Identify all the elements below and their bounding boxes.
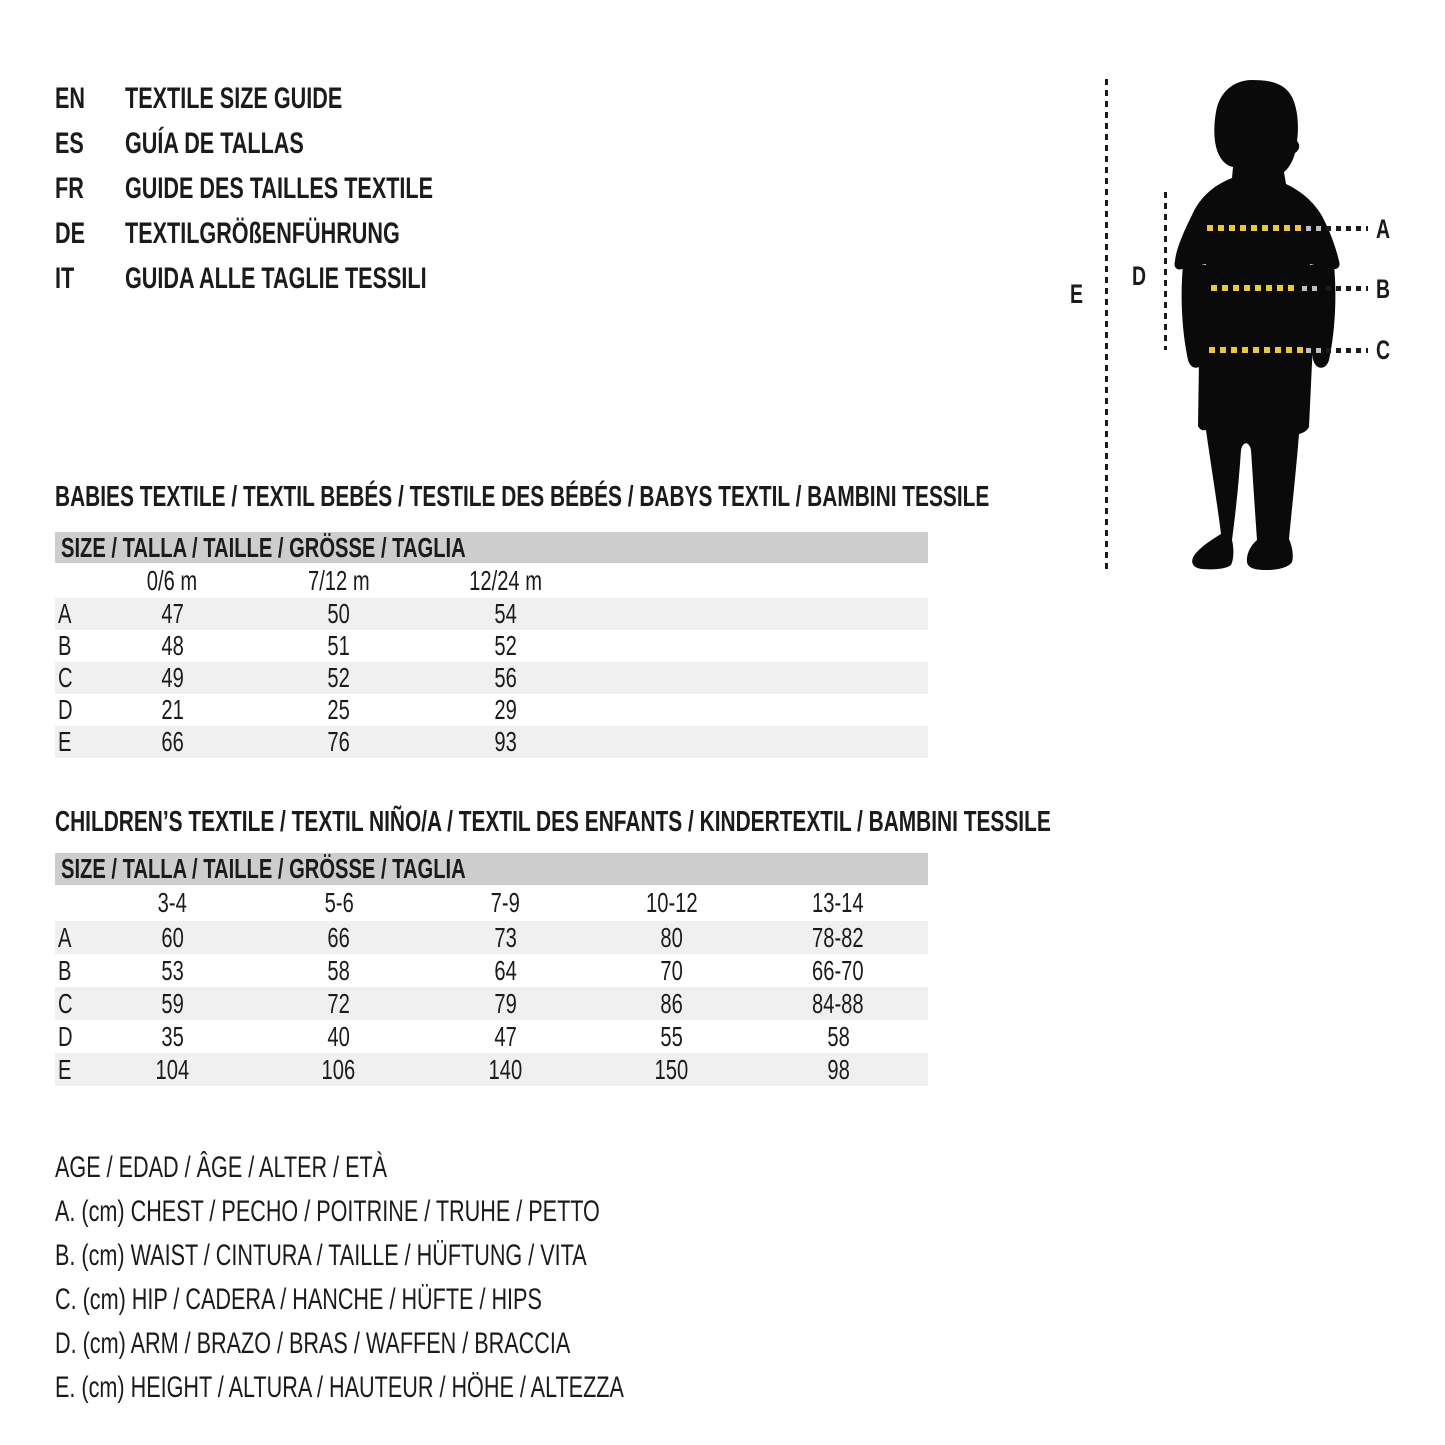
children-section-title: CHILDREN’S TEXTILE / TEXTIL NIÑO/A / TEXTIL DES ENFANTS / KINDERTEXTIL / BAMBINI TESSILE [55,806,1051,838]
children-col-header: 3-4 [157,887,187,918]
language-header [55,76,553,301]
guide-title-it: GUIDA ALLE TAGLIE TESSILI [125,261,427,295]
language-code: DE [55,216,86,250]
table-row: B 53 58 64 70 66-70 [58,954,865,986]
language-row-it [55,256,553,301]
babies-column-header-row [55,563,928,598]
measurement-legend [55,1146,845,1410]
measure-label-d: D [1132,261,1147,291]
guide-title-fr: GUIDE DES TAILLES TEXTILE [125,171,434,205]
legend-chest: A. (cm) CHEST / PECHO / POITRINE / TRUHE / PETTO [55,1195,600,1228]
guide-title-es: GUÍA DE TALLAS [125,126,304,160]
legend-age: AGE / EDAD / ÂGE / ALTER / ETÀ [55,1151,388,1184]
chest-line-a-fade [1306,226,1322,231]
waist-line-b-black [1326,286,1368,291]
hip-line-c-fade [1306,348,1322,353]
language-code: EN [55,81,86,115]
chest-line-a-yellow [1207,225,1302,231]
babies-col-header: 12/24 m [468,564,542,596]
language-row-en [55,76,553,121]
measure-label-e: E [1070,279,1083,309]
waist-line-b-fade [1302,286,1318,291]
children-col-header: 7-9 [490,887,520,918]
legend-hip: C. (cm) HIP / CADERA / HANCHE / HÜFTE / HIPS [55,1283,542,1316]
table-row: A 47 50 54 [55,598,928,630]
babies-section-title: BABIES TEXTILE / TEXTIL BEBÉS / TESTILE DES BÉBÉS / BABYS TEXTIL / BAMBINI TESSILE [55,481,990,513]
measure-label-b: B [1376,274,1391,304]
language-row-es [55,121,553,166]
hip-line-c-black [1326,348,1368,353]
children-col-header: 13-14 [812,887,865,918]
guide-title-en: TEXTILE SIZE GUIDE [125,81,343,115]
language-row-de [55,211,553,256]
waist-line-b-yellow [1211,285,1299,291]
table-row: D 21 25 29 [58,694,517,725]
measure-label-c: C [1376,335,1391,365]
children-column-header-row [55,885,928,921]
babies-size-header-bar: SIZE / TALLA / TAILLE / GRÖSSE / TAGLIA [55,532,928,563]
table-row: C 59 72 79 86 84-88 [55,987,928,1020]
table-row: A 60 66 73 80 78-82 [55,921,928,954]
table-row: B 48 51 52 [58,630,517,661]
legend-arm: D. (cm) ARM / BRAZO / BRAS / WAFFEN / BRACCIA [55,1327,571,1360]
babies-size-table [55,532,928,758]
language-row-fr [55,166,553,211]
table-row: E 66 76 93 [55,726,928,758]
chest-line-a-black [1326,226,1368,231]
measure-label-a: A [1376,214,1391,244]
legend-height: E. (cm) HEIGHT / ALTURA / HAUTEUR / HÖHE / ALTEZZA [55,1371,624,1404]
table-row: E 104 106 140 150 98 [55,1053,928,1086]
table-row: C 49 52 56 [55,662,928,694]
children-col-header: 10-12 [645,887,698,918]
children-size-table [55,853,928,1086]
language-code: ES [55,126,84,160]
guide-title-de: TEXTILGRÖßENFÜHRUNG [125,216,400,250]
babies-col-header: 7/12 m [307,564,370,596]
table-row: D 35 40 47 55 58 [58,1020,850,1052]
legend-waist: B. (cm) WAIST / CINTURA / TAILLE / HÜFTUNG / VITA [55,1239,587,1272]
children-col-header: 5-6 [324,887,354,918]
language-code: IT [55,261,75,295]
children-size-header-bar: SIZE / TALLA / TAILLE / GRÖSSE / TAGLIA [55,853,928,885]
babies-col-header: 0/6 m [147,564,198,596]
hip-line-c-yellow [1209,347,1303,353]
language-code: FR [55,171,84,205]
